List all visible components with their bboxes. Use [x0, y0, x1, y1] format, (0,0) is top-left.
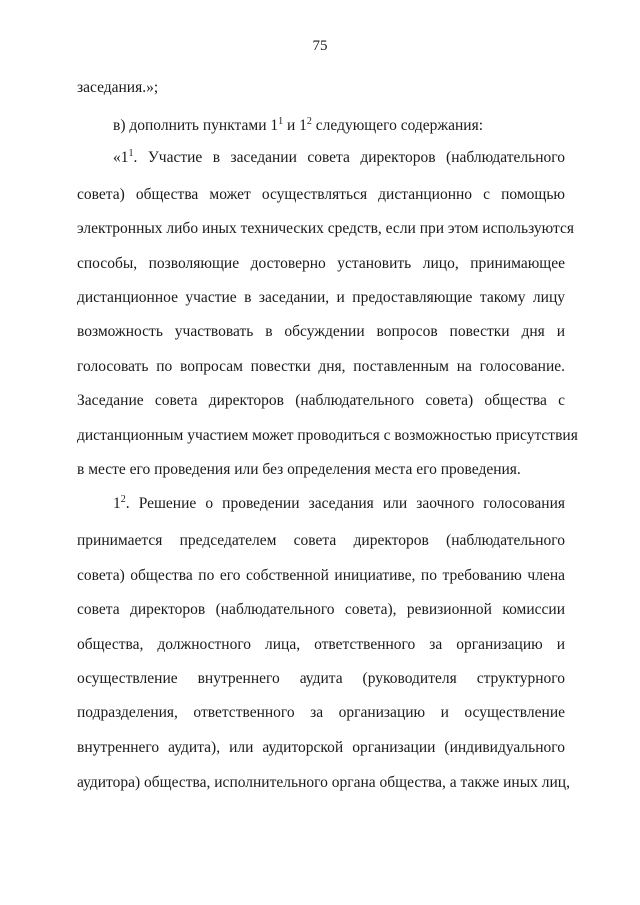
- text-line-6: способы, позволяющие достоверно установить лицо, принимающее: [77, 255, 565, 272]
- text-line-12: в месте его проведения или без определения места его проведения.: [77, 461, 521, 478]
- text-line-16: совета директоров (наблюдательного совета), ревизионной комиссии: [77, 601, 565, 618]
- text-line-13: $1^2$. Решение о проведении заседания или заочного голосования: [113, 494, 565, 512]
- text-line-11: дистанционным участием может проводиться с возможностью присутствия: [77, 427, 578, 444]
- text-line-1: заседания.»;: [77, 79, 159, 96]
- text-line-3: «$1^1$. Участие в заседании совета директоров (наблюдательного: [113, 148, 565, 166]
- text-line-14: принимается председателем совета директоров (наблюдательного: [77, 532, 565, 549]
- page-number: 75: [312, 38, 328, 54]
- text-line-7: дистанционное участие в заседании, и предоставляющие такому лицу: [77, 289, 565, 306]
- text-line-2: в) дополнить пунктами $1^1$ и $1^2$ следующего содержания:: [113, 116, 484, 134]
- text-line-21: аудитора) общества, исполнительного органа общества, а также иных лиц,: [77, 774, 570, 791]
- text-line-10: Заседание совета директоров (наблюдательного совета) общества с: [77, 392, 565, 409]
- text-line-8: возможность участвовать в обсуждении вопросов повестки дня и: [77, 323, 565, 340]
- text-line-17: общества, должностного лица, ответственного за организацию и: [77, 636, 565, 653]
- text-line-5: электронных либо иных технических средств, если при этом используются: [77, 220, 575, 237]
- text-line-15: совета) общества по его собственной инициативе, по требованию члена: [77, 567, 565, 584]
- text-line-18: осуществление внутреннего аудита (руководителя структурного: [77, 670, 565, 687]
- text-line-19: подразделения, ответственного за организацию и осуществление: [77, 704, 565, 721]
- text-line-9: голосовать по вопросам повестки дня, поставленным на голосование.: [77, 358, 565, 375]
- text-line-4: совета) общества может осуществляться дистанционно с помощью: [77, 186, 565, 203]
- text-line-20: внутреннего аудита), или аудиторской организации (индивидуального: [77, 739, 565, 756]
